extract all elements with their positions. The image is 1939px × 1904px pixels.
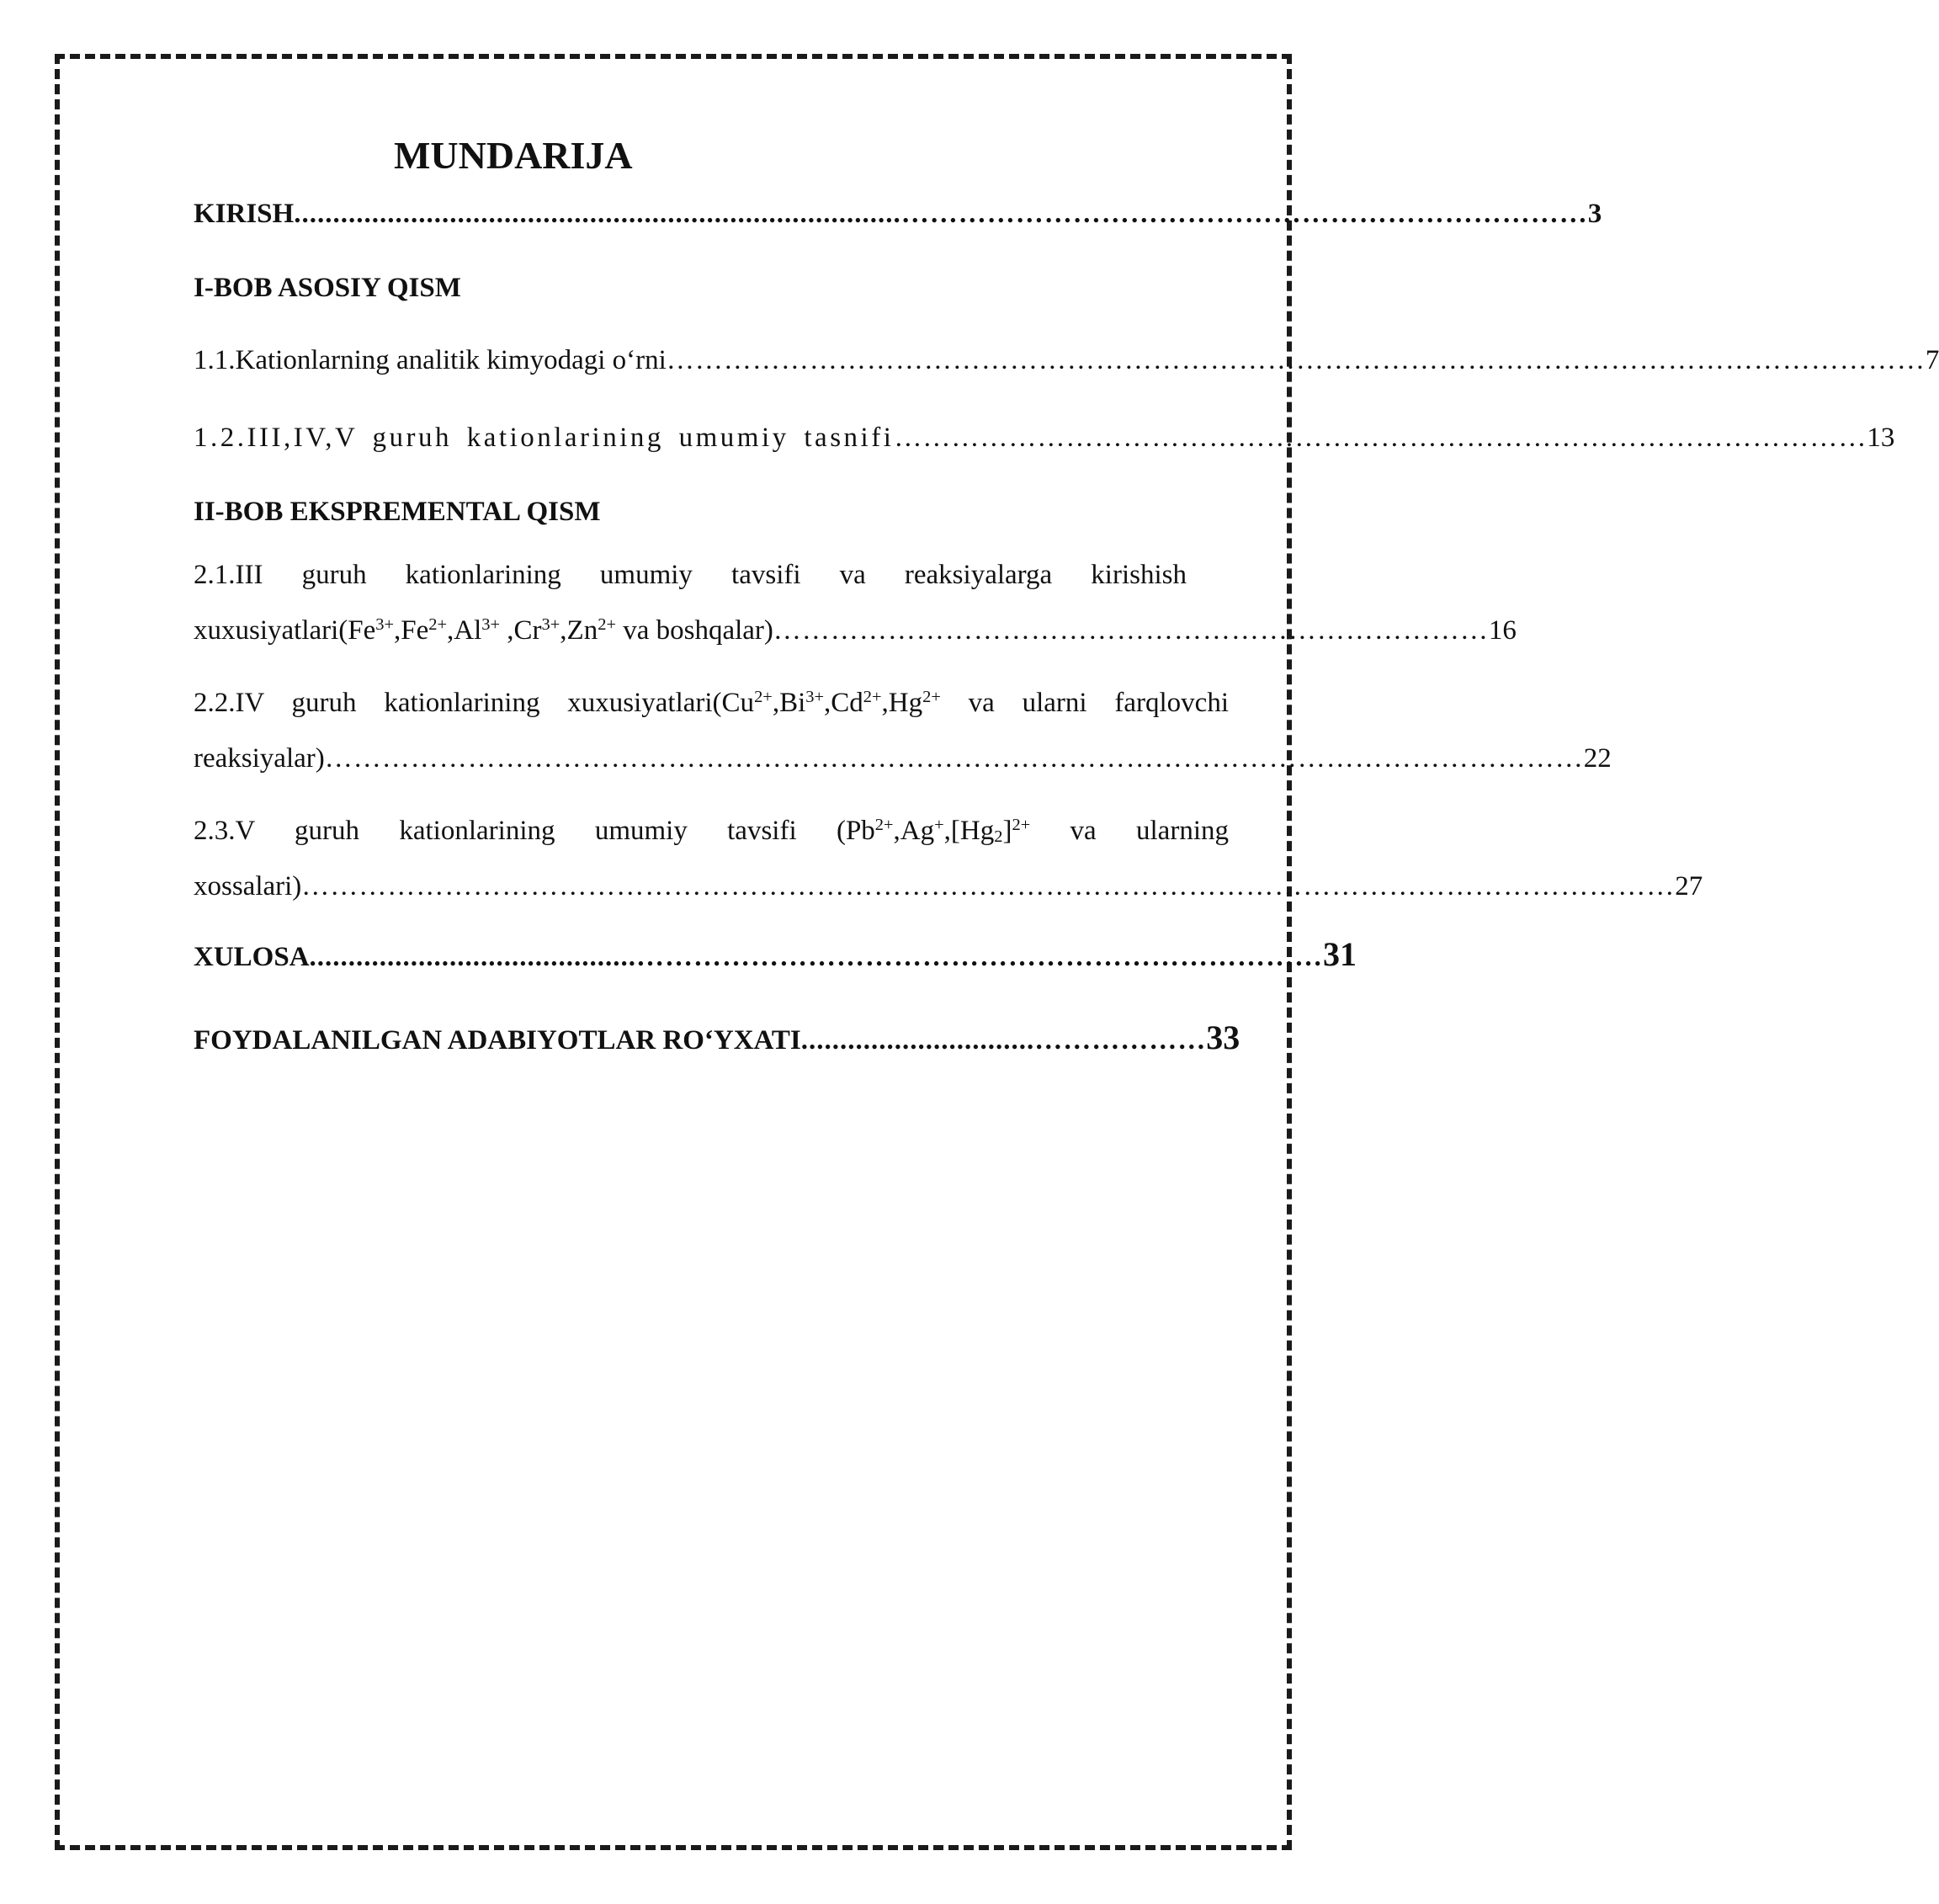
entry-page: 22 [1583,743,1612,774]
entry-line-1: 2.1.III guruh kationlarining umumiy tavsifi va reaksiyalarga kirishish [194,560,1187,590]
toc-chapter-2: II-BOB EKSPREMENTAL QISM [194,497,601,527]
toc-entry-2-1-line-2 [194,603,1517,658]
toc-entry-2-1 [194,547,1187,603]
entry-page: 7 [1925,345,1939,375]
ion: $Al^{3+}$ , [454,614,514,646]
leader-dots: ..........................................……………………………………………………………… [309,942,1324,972]
entry-line-1: 2.2.IV guruh kationlarining $xuxusiyatlari(Cu^{2+},Bi^{3+},Cd^{2+},Hg^{2+}$ va ularni farqlovchi [194,687,1229,718]
entry-page: 33 [1206,1018,1240,1056]
ion: $[Hg_2]^{2+}$ [950,815,1031,847]
ion: $Hg^{2+}$ [888,687,941,718]
toc-chapter-1: I-BOB ASOSIY QISM [194,273,461,303]
toc-entry-1-1 [194,342,1939,379]
leader-dots: …………………………………………………………………………………………………………………… [324,743,1584,774]
ion: Ag+, [900,815,951,846]
leader-dots: ………………………………………………………………………………………… [894,423,1867,453]
ion: $Cu^{2+}$, [721,687,780,718]
leader-dots: ……………………………………………………………………………………………………………………………… [301,871,1676,901]
toc-entry-2-3 [194,803,1229,859]
leader-dots: ..............................................................................……………………………………………………………… [294,199,1588,229]
toc-entry-2-2-line-2 [194,731,1612,786]
ion: $Cr^{3+}$, [513,614,567,646]
ion: $Zn^{2+}$ [566,614,616,646]
toc-entry-adabiyotlar [194,1018,1240,1059]
entry-label: XULOSA [194,942,310,972]
entry-label-line-2: xossalari) [194,871,302,901]
toc-title: MUNDARIJA [394,134,633,177]
toc-entry-1-2 [194,419,1895,456]
entry-label: 1.2.III,IV,V guruh kationlarining umumiy tasnifi [194,423,895,453]
entry-line-1: 2.3.V guruh kationlarining umumiy tavsifi ($Pb^{2+},Ag^+,[Hg_2]^{2+}$ va ularning [194,815,1229,847]
entry-page: 16 [1488,615,1517,646]
leader-dots: ………………………………………………………………… [773,615,1489,646]
entry-page: 13 [1867,423,1895,453]
entry-label-line-2: $xuxusiyatlari(Fe^{3+},Fe^{2+},Al^{3+}$ $,Cr^{3+},Zn^{2+}$ va boshqalar) [194,614,773,646]
entry-label-line-2: reaksiyalar) [194,743,325,774]
ion: $Fe^{3+}$, [348,614,401,646]
entry-page: 3 [1587,199,1602,229]
table-of-contents [194,126,1939,1059]
entry-page: 31 [1323,935,1357,973]
toc-entry-kirish [194,195,1602,232]
ion: $Pb^{2+}$, [845,815,900,846]
entry-label: FOYDALANILGAN ADABIYOTLAR RO‘YXATI [194,1025,801,1056]
ion: $Bi^{3+}$, [779,687,831,718]
entry-label: KIRISH [194,199,295,229]
entry-page: 27 [1675,871,1703,901]
toc-entry-2-3-line-2 [194,859,1703,914]
toc-entry-xulosa [194,935,1357,976]
leader-dots: …………………………………………………………………………………………………………………… [666,345,1926,375]
entry-label: 1.1.Kationlarning analitik kimyodagi o‘rni [194,345,667,375]
ion: $Cd^{2+}$, [831,687,889,718]
toc-entry-2-2 [194,675,1229,731]
ion: $Fe^{2+}$, [401,614,454,646]
leader-dots: ..............................……………… [800,1025,1207,1056]
